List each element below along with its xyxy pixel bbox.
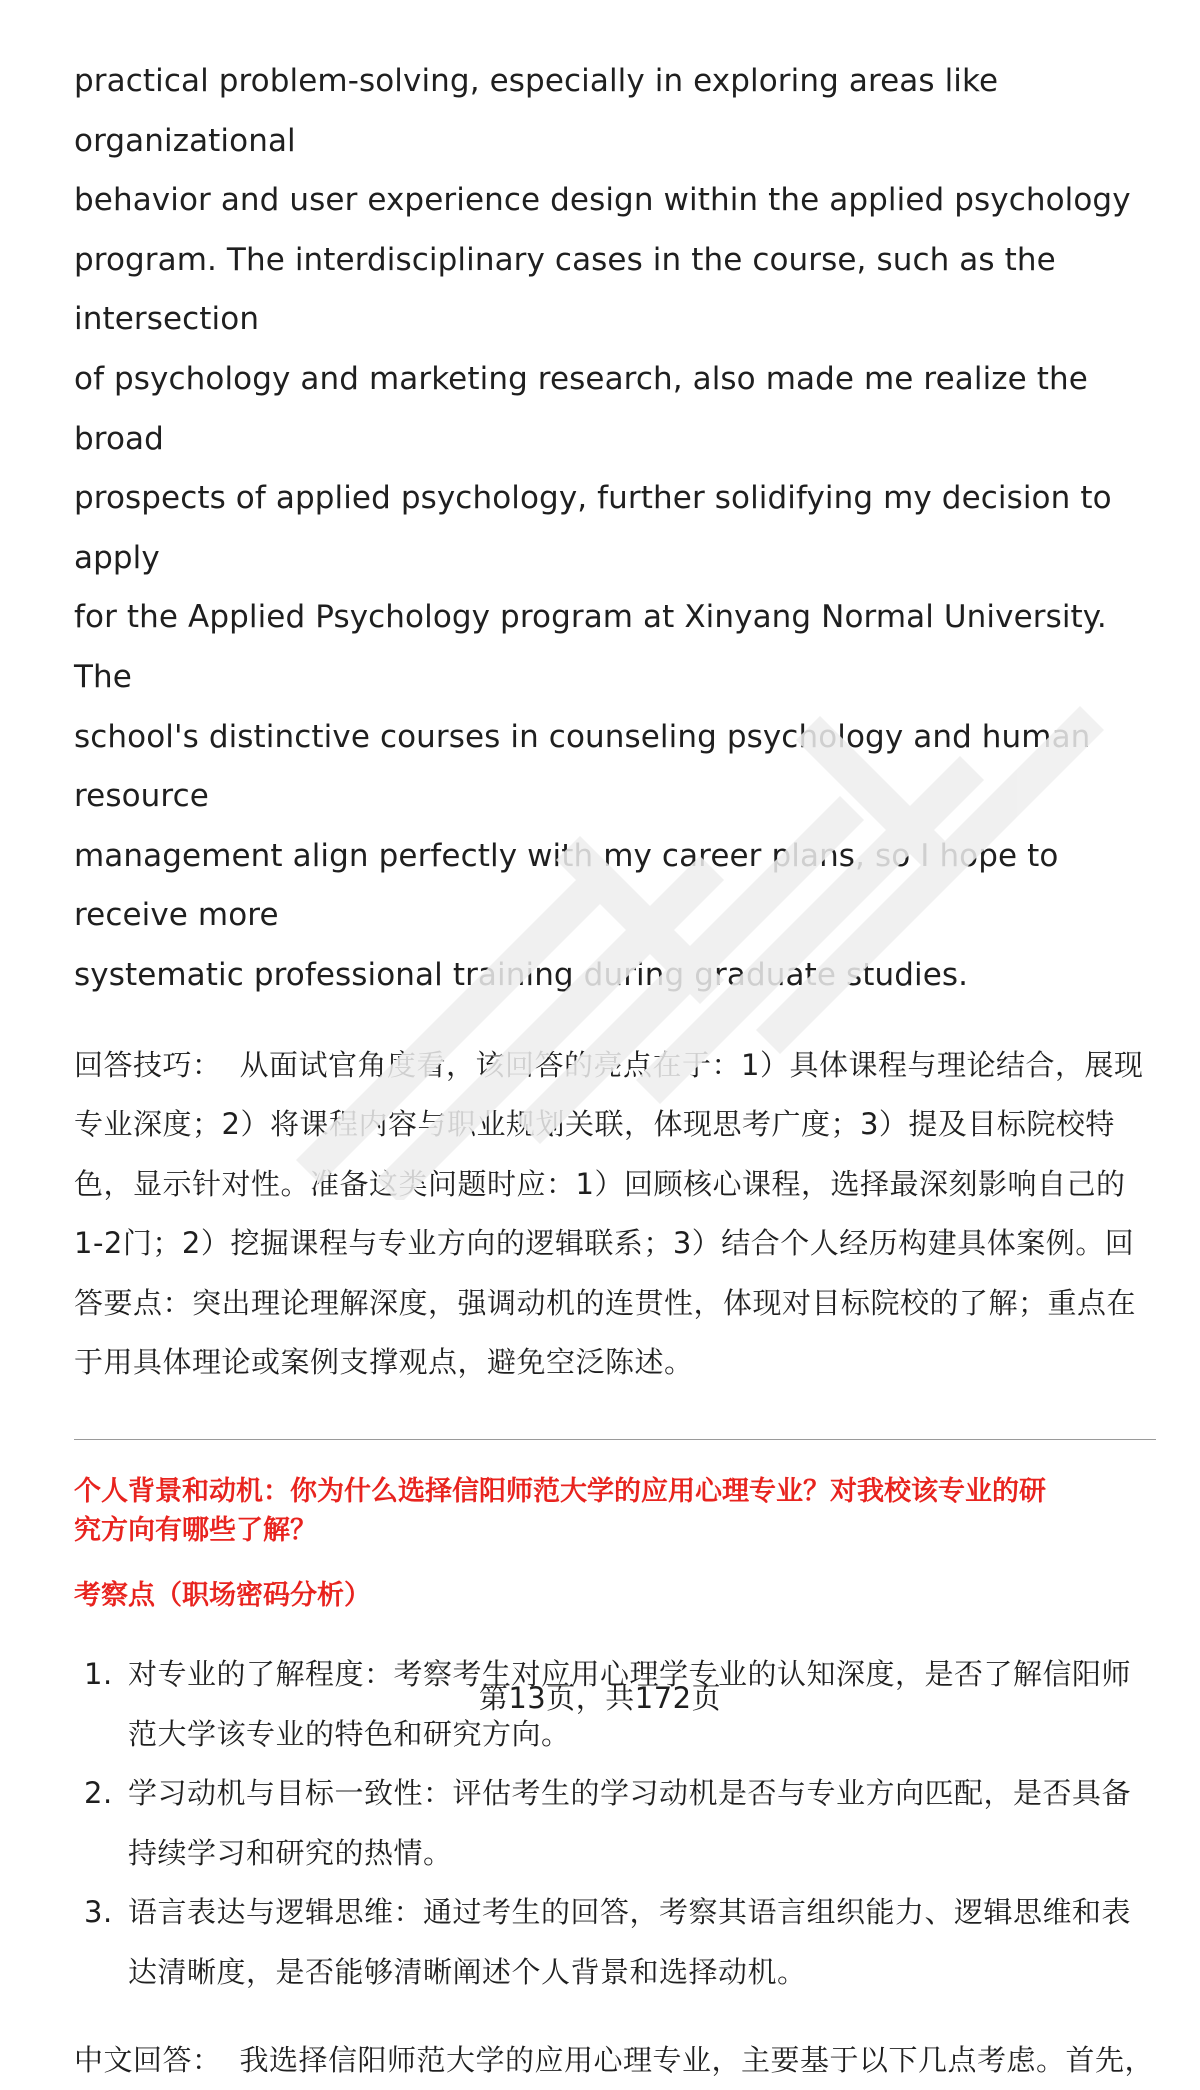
intro-line: for the Applied Psychology program at Xinyang Normal University. The bbox=[74, 599, 1107, 695]
intro-line: practical problem-solving, especially in exploring areas like organizational bbox=[74, 63, 999, 159]
answer-label: 中文回答： bbox=[74, 2042, 222, 2077]
list-item-line: 范大学该专业的特色和研究方向。 bbox=[128, 1716, 571, 1751]
list-item bbox=[74, 1764, 1156, 1883]
answer-tips bbox=[74, 1036, 1156, 1394]
intro-line: management align perfectly with my career plans, so I hope to receive more bbox=[74, 837, 1059, 934]
intro-line: systematic professional training during graduate studies. bbox=[74, 956, 969, 993]
tips-line: 答要点：突出理论理解深度，强调动机的连贯性，体现对目标院校的了解；重点在 bbox=[74, 1285, 1137, 1320]
list-item-number: 2. bbox=[84, 1776, 113, 1811]
intro-paragraph bbox=[74, 52, 1156, 1006]
tips-line: 1-2门；2）挖掘课程与专业方向的逻辑联系；3）结合个人经历构建具体案例。回 bbox=[74, 1226, 1135, 1261]
list-item-number: 3. bbox=[84, 1895, 113, 1930]
tips-label: 回答技巧： bbox=[74, 1047, 222, 1082]
answer-line bbox=[74, 2031, 1156, 2090]
list-item-line: 对专业的了解程度：考察考生对应用心理学专业的认知深度，是否了解信阳师 bbox=[128, 1657, 1132, 1692]
list-item-line: 持续学习和研究的热情。 bbox=[128, 1835, 453, 1870]
tips-line bbox=[74, 1036, 1156, 1096]
tips-line: 专业深度；2）将课程内容与职业规划关联，体现思考广度；3）提及目标院校特 bbox=[74, 1107, 1115, 1142]
list-item-line: 学习动机与目标一致性：评估考生的学习动机是否与专业方向匹配，是否具备 bbox=[128, 1776, 1132, 1811]
intro-line: prospects of applied psychology, further solidifying my decision to apply bbox=[74, 480, 1112, 576]
intro-line: program. The interdisciplinary cases in the course, such as the intersection bbox=[74, 241, 1056, 338]
tips-text: 从面试官角度看，该回答的亮点在于：1）具体课程与理论结合，展现 bbox=[239, 1047, 1144, 1082]
tips-line: 于用具体理论或案例支撑观点，避免空泛陈述。 bbox=[74, 1345, 694, 1380]
list-item-number: 1. bbox=[84, 1657, 113, 1692]
answer-text: 我选择信阳师范大学的应用心理专业，主要基于以下几点考虑。首先， bbox=[239, 2042, 1155, 2077]
assessment-points-heading: 考察点（职场密码分析） bbox=[74, 1580, 371, 1612]
question-line: 个人背景和动机：你为什么选择信阳师范大学的应用心理专业？对我校该专业的研 bbox=[74, 1476, 1046, 1508]
question-line: 究方向有哪些了解？ bbox=[74, 1515, 317, 1547]
section-divider bbox=[74, 1439, 1156, 1440]
question-heading bbox=[74, 1472, 1156, 1550]
chinese-answer bbox=[74, 2031, 1156, 2090]
page-number-footer: 第13页，共172页 bbox=[478, 1681, 722, 1715]
intro-line: behavior and user experience design within the applied psychology bbox=[74, 182, 1131, 219]
list-item bbox=[74, 1883, 1156, 2002]
intro-line: school's distinctive courses in counseling psychology and human resource bbox=[74, 718, 1091, 815]
intro-line: of psychology and marketing research, also made me realize the broad bbox=[74, 360, 1088, 457]
tips-line: 色，显示针对性。准备这类问题时应：1）回顾核心课程，选择最深刻影响自己的 bbox=[74, 1166, 1126, 1201]
list-item-line: 语言表达与逻辑思维：通过考生的回答，考察其语言组织能力、逻辑思维和表 bbox=[128, 1895, 1132, 1930]
list-item-line: 达清晰度，是否能够清晰阐述个人背景和选择动机。 bbox=[128, 1955, 807, 1990]
page-content bbox=[74, 52, 1156, 2090]
